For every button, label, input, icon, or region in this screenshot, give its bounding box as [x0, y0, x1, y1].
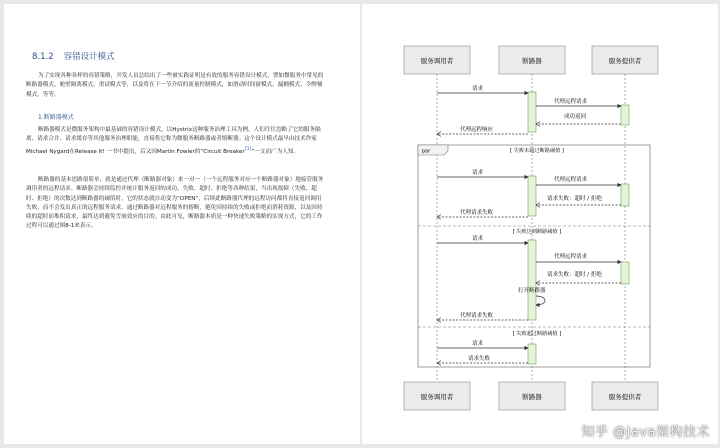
msg-open-breaker: 打开断路器: [518, 288, 546, 294]
breaker-principle-paragraph: 断路器的基本思路很简单，就是通过代理（断路器对象）来一对一（一个远程服务对应一个断路器对象）地接管服务调用者的远程请求。断路器会持续监控并统计服务返回的成功、失败、超时、拒绝等各种结果，当出现故障（失败、超时、拒绝）的次数达到断路器的阈值时，它的状态就自动变为“OPEN”，后续此断路器代理的远程访问都将直接返回调用失败，而不会发出真正的远程服务请求。通过断路器对远程服务的熔断，避免因持续的失败或拒绝而消耗资源，以及因持续的超时而堆积请求，最终达到避免雪崩效应的目的。由此可见，断路器本质是一种快速失败策略的实现方式，它的工作过程可以通过图8-1来表示。: [26, 177, 324, 230]
guard-exceeded: [ 失败超过断路阈值 ]: [512, 331, 562, 337]
msg-success: 成功返回: [564, 114, 587, 120]
sequence-diagram: [362, 4, 718, 444]
section-heading: [32, 50, 115, 62]
activation-breaker: [528, 176, 536, 216]
msg-request: 请求: [472, 86, 484, 92]
msg-request-fail: 请求失败: [468, 356, 491, 362]
activation-provider: [621, 105, 629, 125]
left-book-page: [4, 4, 360, 444]
svg-text:服务调用者: 服务调用者: [420, 57, 454, 65]
activation-breaker: [528, 240, 536, 320]
activation-breaker: [528, 344, 536, 364]
circuit-breaker-paragraph: [26, 126, 326, 157]
actor-provider-bottom: [592, 382, 658, 410]
msg-request: 请求: [472, 170, 484, 176]
msg-proxy-call: 代理远程请求: [554, 99, 588, 105]
msg-proxy-call: 代理远程请求: [554, 254, 588, 260]
msg-fail: 请求失败：超时 / 拒绝: [547, 196, 602, 202]
msg-fail: 请求失败：超时 / 拒绝: [547, 272, 602, 278]
section-title: 容错设计模式: [63, 52, 115, 62]
section-number: 8.1.2: [32, 52, 54, 62]
paragraph-text-end: ”一文而广为人知。: [251, 148, 300, 155]
msg-proxy-call: 代理远程请求: [554, 177, 588, 183]
svg-text:服务提供者: 服务提供者: [608, 57, 642, 65]
msg-proxy-fail: 代理请求失败: [460, 210, 494, 216]
watermark: 知乎 @Java架构技术: [581, 425, 710, 440]
msg-request: 请求: [472, 236, 484, 242]
activation-provider: [621, 262, 629, 284]
actor-breaker-top: [499, 46, 565, 74]
msg-proxy-fail: 代理请求失败: [460, 313, 494, 319]
guard-not-exceeded: [ 失败未超过断路阈值 ]: [509, 148, 565, 154]
intro-paragraph: 为了实现各种各样的容错策略，开发人员总结出了一些被实践证明是有效的服务容错设计模式，譬如微服务中常见的断路器模式、舱壁隔离模式，重试模式等，以及将在下一节介绍的流量控制模式，如滑动时间窗模式、漏桶模式、令牌桶模式，等等。: [26, 73, 324, 98]
paragraph-text: 断路器模式是微服务架构中最基础的容错设计模式，以Hystrix这种服务治理工具为例，人们往往忽略了它的服务隔离、请求合并、请求缓存等其他服务治理职能，直接将它称为微服务断路器或者熔断器。这个设计模式最早由技术作家Michael Nygard在Release It! 一书中提出，后又因Martin Fowler的“Circuit Breaker: [26, 127, 321, 155]
actor-caller-top: [404, 46, 470, 74]
guard-reached: [ 失败达到断路阈值 ]: [512, 229, 562, 235]
svg-text:服务调用者: 服务调用者: [420, 393, 454, 401]
activation-provider: [621, 184, 629, 206]
actor-provider-top: [592, 46, 658, 74]
svg-text:断路器: 断路器: [522, 393, 542, 401]
right-book-page: [362, 4, 718, 444]
actor-caller-bottom: [404, 382, 470, 410]
arrow-self-open: [536, 296, 545, 305]
msg-request: 请求: [472, 341, 484, 347]
activation-breaker: [528, 92, 536, 132]
svg-text:服务提供者: 服务提供者: [608, 393, 642, 401]
citation-link[interactable]: [1]: [244, 146, 252, 152]
msg-proxy-response: 代理远程响应: [460, 127, 494, 133]
subsection-heading: 1.断路器模式: [38, 114, 74, 121]
svg-text:断路器: 断路器: [522, 57, 542, 65]
actor-breaker-bottom: [499, 382, 565, 410]
par-tag: par: [422, 148, 431, 155]
